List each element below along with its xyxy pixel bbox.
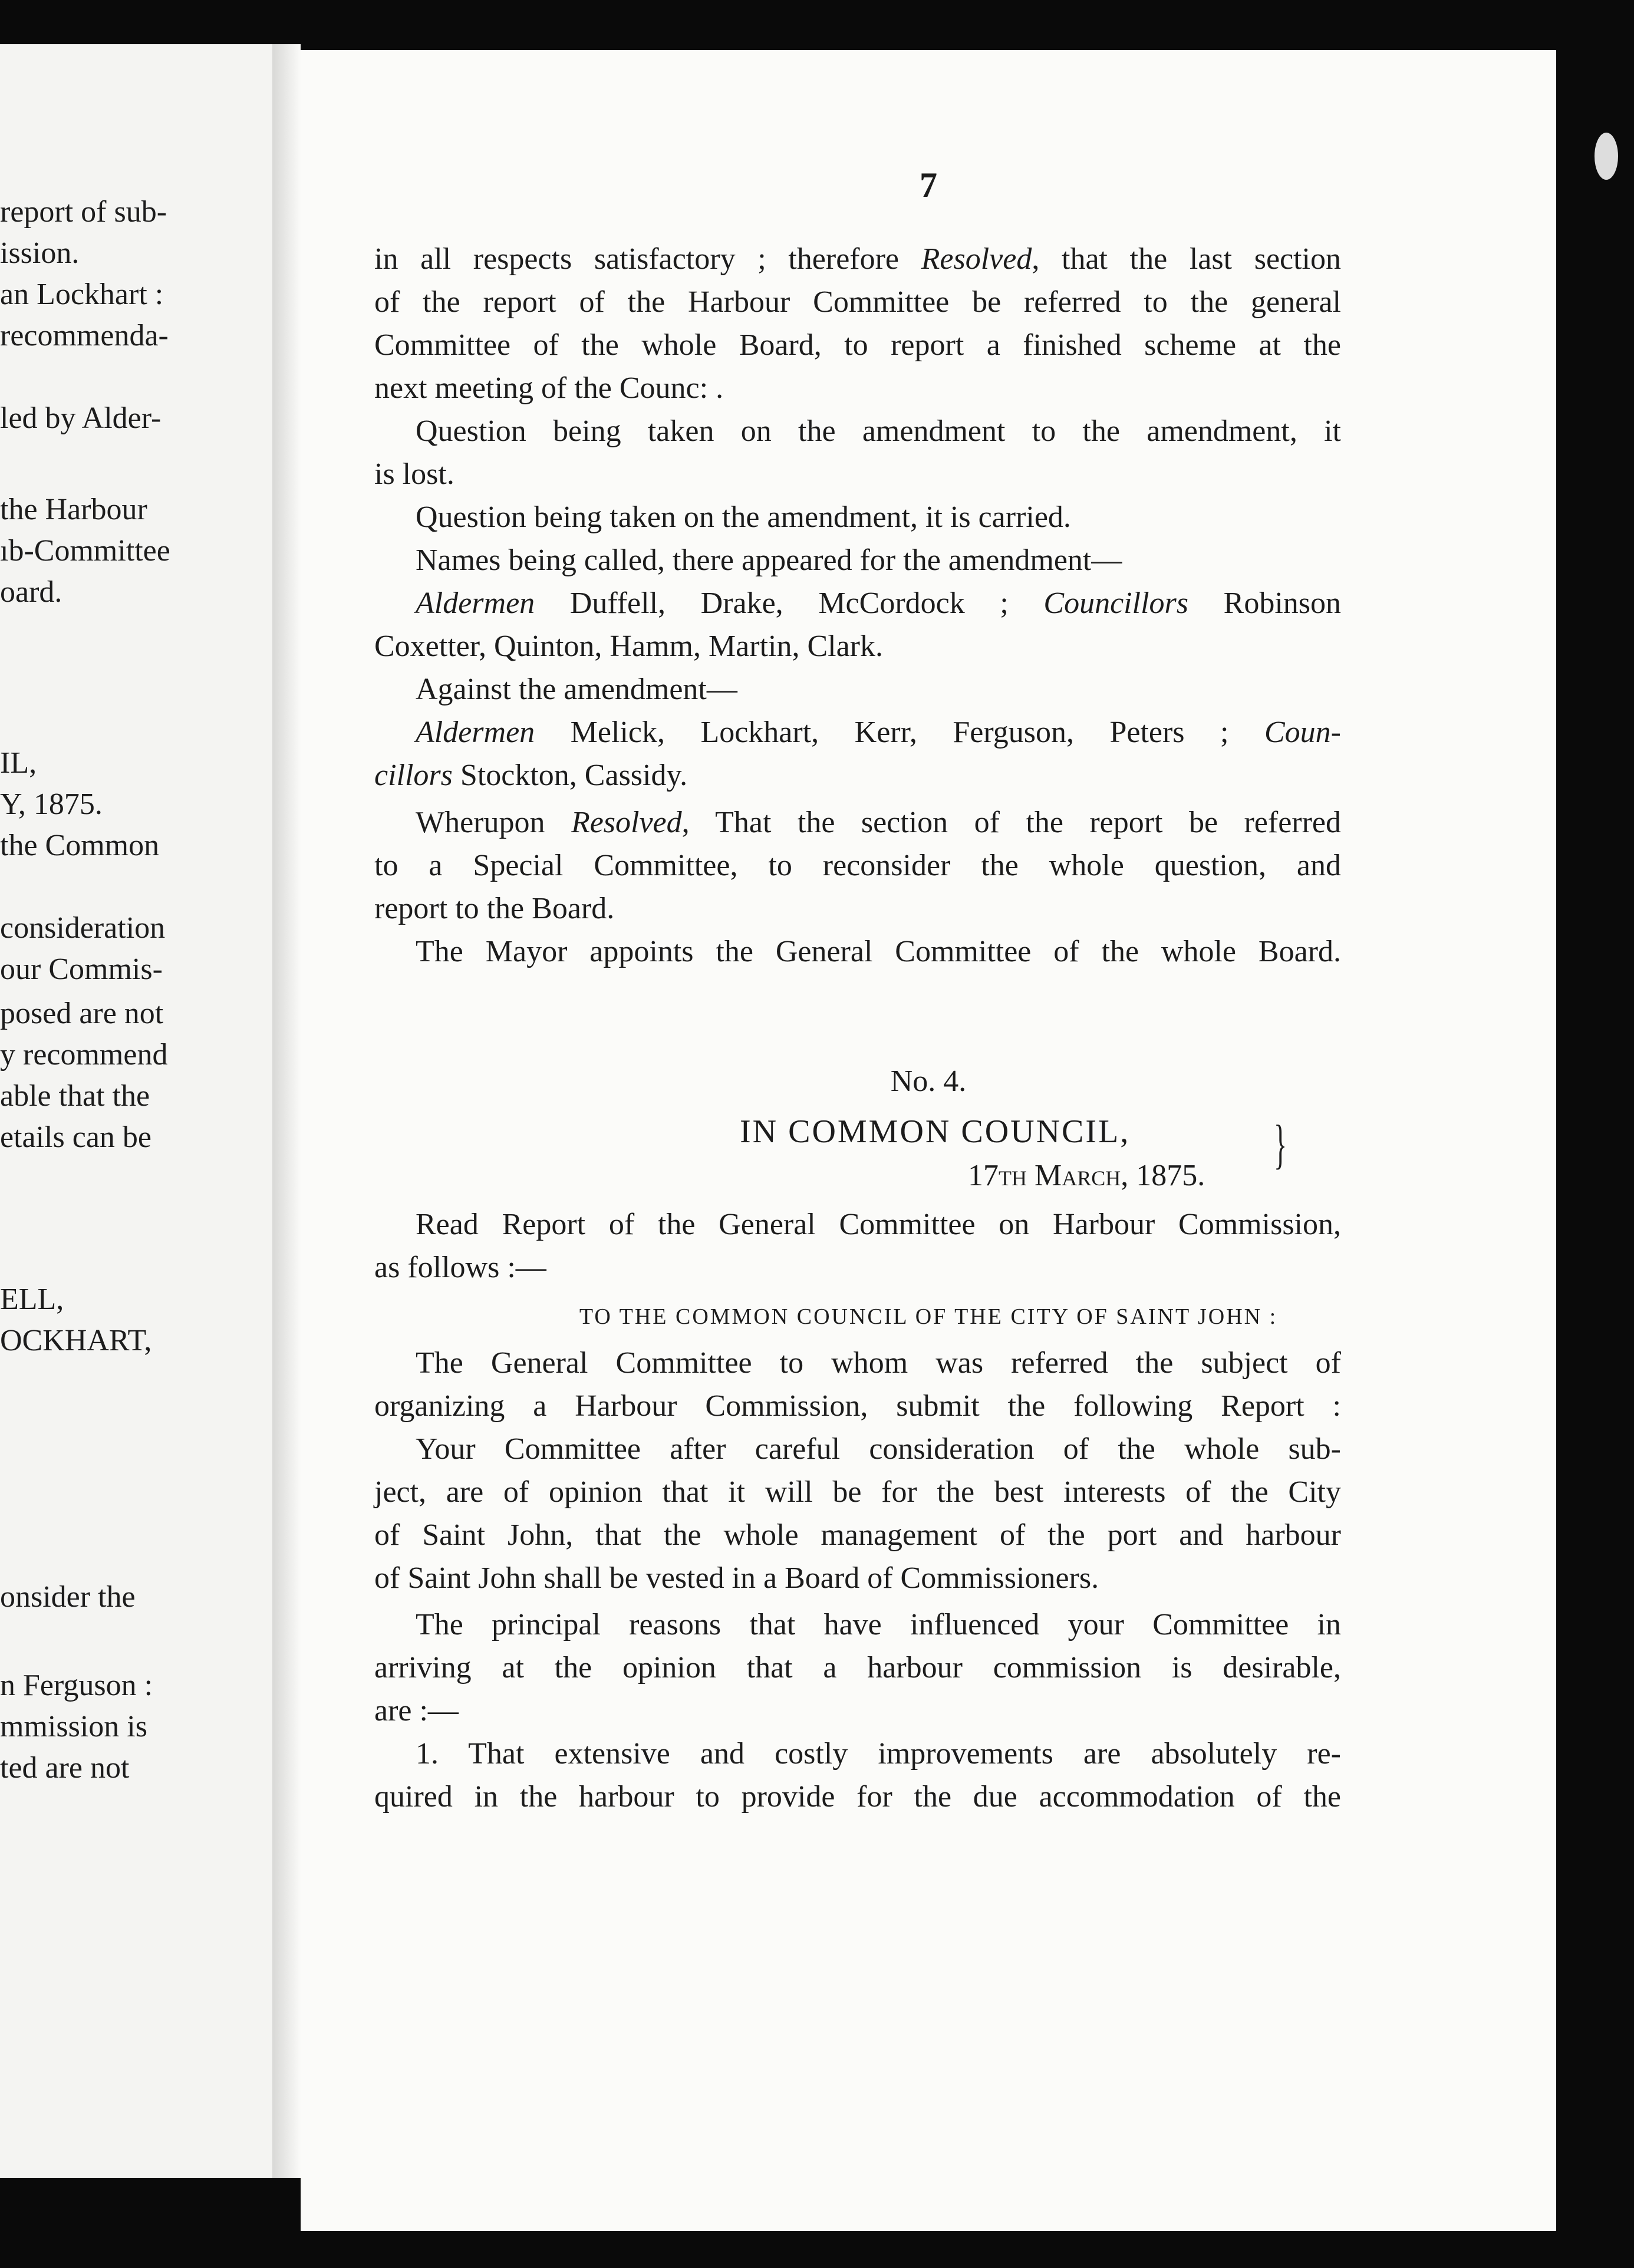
- text-line: as follows :—: [374, 1251, 546, 1284]
- left-page-line: the Common: [0, 829, 160, 862]
- text-line: Coxetter, Quinton, Hamm, Martin, Clark.: [374, 629, 884, 663]
- text-line: Aldermen Duffell, Drake, McCordock ; Councillors Robinson: [416, 586, 1341, 620]
- brace: }: [1274, 1114, 1287, 1174]
- text-line: Aldermen Melick, Lockhart, Kerr, Ferguson, Peters ; Coun-: [416, 716, 1341, 749]
- text-line: arriving at the opinion that a harbour commission is desirable,: [374, 1651, 1341, 1684]
- left-page-line: n Ferguson :: [0, 1669, 153, 1702]
- text-line: Names being called, there appeared for the amendment—: [416, 543, 1122, 577]
- text-line: Read Report of the General Committee on Harbour Commission,: [416, 1208, 1341, 1241]
- left-page-line: posed are not: [0, 997, 164, 1030]
- text-line: ject, are of opinion that it will be for the best interests of the City: [374, 1475, 1341, 1509]
- meeting-date: 17th March, 1875.: [968, 1159, 1205, 1192]
- page-number: 7: [920, 166, 937, 205]
- text-line: The principal reasons that have influenced your Committee in: [416, 1608, 1341, 1641]
- text-line: Against the amendment—: [416, 673, 737, 706]
- left-page-line: ission.: [0, 236, 80, 270]
- left-page-line: consideration: [0, 911, 166, 945]
- text-line: Question being taken on the amendment, it is carried.: [416, 500, 1071, 534]
- text-line: of Saint John, that the whole management of the port and harbour: [374, 1518, 1341, 1552]
- left-page-line: the Harbour: [0, 493, 147, 526]
- left-page-line: ted are not: [0, 1751, 130, 1785]
- address-line: TO THE COMMON COUNCIL OF THE CITY OF SAINT JOHN :: [579, 1304, 1278, 1329]
- left-page-line: report of sub-: [0, 195, 167, 229]
- left-page-line: recommenda-: [0, 319, 169, 352]
- left-page-line: led by Alder-: [0, 401, 162, 435]
- text-line: Committee of the whole Board, to report a finished scheme at the: [374, 328, 1341, 362]
- text-line: of Saint John shall be vested in a Board of Commissioners.: [374, 1561, 1099, 1595]
- text-line: are :—: [374, 1694, 459, 1728]
- text-line: 1. That extensive and costly improvements are absolutely re-: [416, 1737, 1341, 1771]
- left-page-line: our Commis-: [0, 952, 163, 986]
- text-line: of the report of the Harbour Committee be referred to the general: [374, 285, 1341, 319]
- text-line: The Mayor appoints the General Committee of the whole Board.: [416, 935, 1341, 968]
- left-page-line: oard.: [0, 575, 62, 609]
- right-page: [301, 50, 1556, 2231]
- left-page-line: ELL,: [0, 1283, 64, 1316]
- left-page-line: mmission is: [0, 1710, 147, 1743]
- text-line: report to the Board.: [374, 892, 615, 925]
- text-line: quired in the harbour to provide for the due accommodation of the: [374, 1780, 1341, 1814]
- text-line: The General Committee to whom was referred the subject of: [416, 1346, 1341, 1380]
- left-facing-page: [0, 44, 272, 2178]
- left-page-line: Y, 1875.: [0, 787, 103, 821]
- text-line: organizing a Harbour Commission, submit the following Report :: [374, 1389, 1341, 1423]
- left-page-line: ıb-Committee: [0, 534, 170, 568]
- text-line: to a Special Committee, to reconsider the whole question, and: [374, 849, 1341, 882]
- left-page-line: able that the: [0, 1079, 150, 1113]
- text-line: Wherupon Resolved, That the section of the report be referred: [416, 806, 1341, 839]
- page-gutter: [272, 44, 301, 2178]
- section-heading: IN COMMON COUNCIL,: [740, 1113, 1131, 1150]
- text-line: next meeting of the Counc: .: [374, 371, 724, 405]
- text-line: cillors Stockton, Cassidy.: [374, 759, 688, 792]
- scan-speck: [1595, 133, 1618, 180]
- left-page-line: an Lockhart :: [0, 278, 164, 311]
- text-line: is lost.: [374, 457, 454, 491]
- left-page-line: y recommend: [0, 1038, 168, 1072]
- section-number: No. 4.: [890, 1064, 967, 1098]
- left-page-line: etails can be: [0, 1120, 151, 1154]
- left-page-line: IL,: [0, 746, 37, 780]
- text-line: in all respects satisfactory ; therefore Resolved, that the last section: [374, 242, 1341, 276]
- text-line: Your Committee after careful consideration of the whole sub-: [416, 1432, 1341, 1466]
- left-page-line: onsider the: [0, 1580, 136, 1614]
- text-line: Question being taken on the amendment to the amendment, it: [416, 414, 1341, 448]
- left-page-line: OCKHART,: [0, 1324, 152, 1357]
